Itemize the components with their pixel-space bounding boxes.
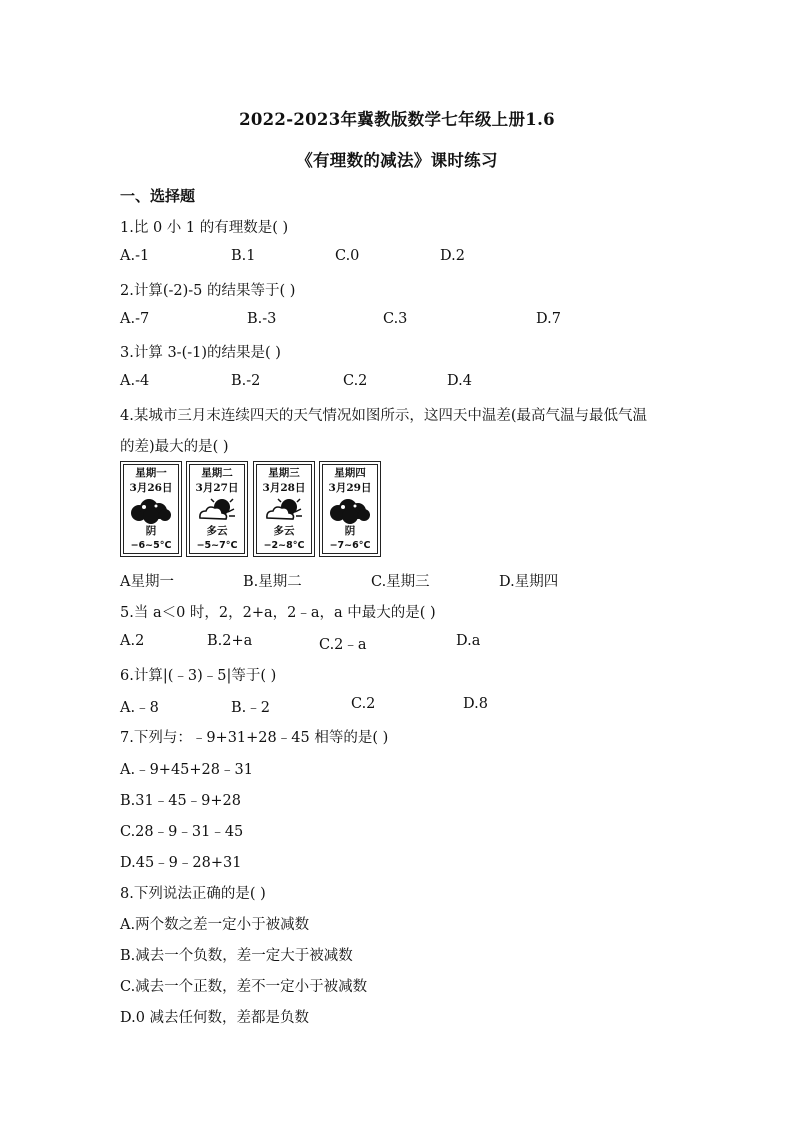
question-8-option-a: A.两个数之差一定小于被减数 bbox=[120, 917, 310, 933]
cloudy-icon bbox=[328, 498, 372, 524]
weather-card-condition: 多云 bbox=[273, 525, 295, 537]
weather-card-date: 3月27日 bbox=[195, 482, 239, 494]
weather-card-thursday bbox=[319, 461, 381, 557]
question-4-option-b: B.星期二 bbox=[243, 574, 302, 590]
question-5-option-c: C.2﹣a bbox=[319, 637, 367, 653]
question-1-option-a: A.-1 bbox=[120, 248, 150, 264]
weather-card-wednesday bbox=[253, 461, 315, 557]
question-6-option-c: C.2 bbox=[351, 696, 376, 712]
weather-card-temperature: −7~6°C bbox=[329, 540, 371, 551]
question-7-option-c: C.28﹣9﹣31﹣45 bbox=[120, 824, 244, 840]
question-8-option-c: C.减去一个正数，差不一定小于被减数 bbox=[120, 979, 368, 995]
question-3-option-d: D.4 bbox=[447, 373, 472, 389]
question-1-option-b: B.1 bbox=[231, 248, 256, 264]
section-heading-choice: 一、选择题 bbox=[120, 187, 196, 205]
weather-card-temperature: −5~7°C bbox=[196, 540, 238, 551]
weather-card-weekday: 星期一 bbox=[135, 467, 167, 479]
question-7-stem: 7.下列与：﹣9+31+28﹣45 相等的是( ) bbox=[120, 730, 389, 746]
partly-cloudy-icon bbox=[262, 498, 306, 524]
question-2-option-d: D.7 bbox=[536, 311, 561, 327]
title-line-1: 2022-2023年冀教版数学七年级上册1.6 bbox=[239, 110, 555, 129]
question-5-option-d: D.a bbox=[456, 633, 481, 649]
question-6-option-a: A.﹣8 bbox=[120, 700, 159, 716]
question-1-option-d: D.2 bbox=[440, 248, 465, 264]
question-5-option-b: B.2+a bbox=[207, 633, 253, 649]
weather-card-condition: 阴 bbox=[145, 525, 157, 537]
question-8-option-b: B.减去一个负数，差一定大于被减数 bbox=[120, 948, 353, 964]
question-2-option-a: A.-7 bbox=[120, 311, 150, 327]
weather-card-weekday: 星期二 bbox=[201, 467, 233, 479]
question-3-option-c: C.2 bbox=[343, 373, 368, 389]
question-3-option-a: A.-4 bbox=[120, 373, 150, 389]
weather-card-temperature: −2~8°C bbox=[263, 540, 305, 551]
weather-card-temperature: −6~5°C bbox=[130, 540, 172, 551]
question-8-stem: 8.下列说法正确的是( ) bbox=[120, 886, 266, 902]
title-line-2: 《有理数的减法》课时练习 bbox=[296, 151, 498, 170]
question-7-option-a: A.﹣9+45+28﹣31 bbox=[120, 762, 253, 778]
question-2-option-c: C.3 bbox=[383, 311, 408, 327]
question-4-option-c: C.星期三 bbox=[371, 574, 430, 590]
question-3-stem: 3.计算 3-(-1)的结果是( ) bbox=[120, 345, 281, 361]
question-3-option-b: B.-2 bbox=[231, 373, 261, 389]
question-1-option-c: C.0 bbox=[335, 248, 360, 264]
weather-card-weekday: 星期四 bbox=[334, 467, 366, 479]
question-6-option-b: B.﹣2 bbox=[231, 700, 270, 716]
question-2-option-b: B.-3 bbox=[247, 311, 277, 327]
question-4-stem-line-1: 4.某城市三月末连续四天的天气情况如图所示，这四天中温差(最高气温与最低气温 bbox=[120, 408, 647, 424]
question-1-stem: 1.比 0 小 1 的有理数是( ) bbox=[120, 220, 289, 236]
question-5-option-a: A.2 bbox=[120, 633, 145, 649]
weather-card-date: 3月29日 bbox=[328, 482, 372, 494]
question-5-stem: 5.当 a＜0 时，2，2+a，2﹣a，a 中最大的是( ) bbox=[120, 605, 436, 621]
weather-card-date: 3月28日 bbox=[262, 482, 306, 494]
weather-card-condition: 阴 bbox=[344, 525, 356, 537]
question-7-option-d: D.45﹣9﹣28+31 bbox=[120, 855, 242, 871]
question-4-option-d: D.星期四 bbox=[499, 574, 559, 590]
question-4-option-a: A星期一 bbox=[120, 574, 174, 590]
question-8-option-d: D.0 减去任何数，差都是负数 bbox=[120, 1010, 310, 1026]
question-4-stem-line-2: 的差)最大的是( ) bbox=[120, 439, 229, 455]
weather-card-monday bbox=[120, 461, 182, 557]
weather-card-date: 3月26日 bbox=[129, 482, 173, 494]
weather-card-tuesday bbox=[186, 461, 248, 557]
question-2-stem: 2.计算(-2)-5 的结果等于( ) bbox=[120, 283, 296, 299]
weather-card-condition: 多云 bbox=[206, 525, 228, 537]
cloudy-icon bbox=[129, 498, 173, 524]
question-6-option-d: D.8 bbox=[463, 696, 488, 712]
question-6-stem: 6.计算|(﹣3)﹣5|等于( ) bbox=[120, 668, 277, 684]
question-7-option-b: B.31﹣45﹣9+28 bbox=[120, 793, 241, 809]
partly-cloudy-icon bbox=[195, 498, 239, 524]
weather-card-weekday: 星期三 bbox=[268, 467, 300, 479]
